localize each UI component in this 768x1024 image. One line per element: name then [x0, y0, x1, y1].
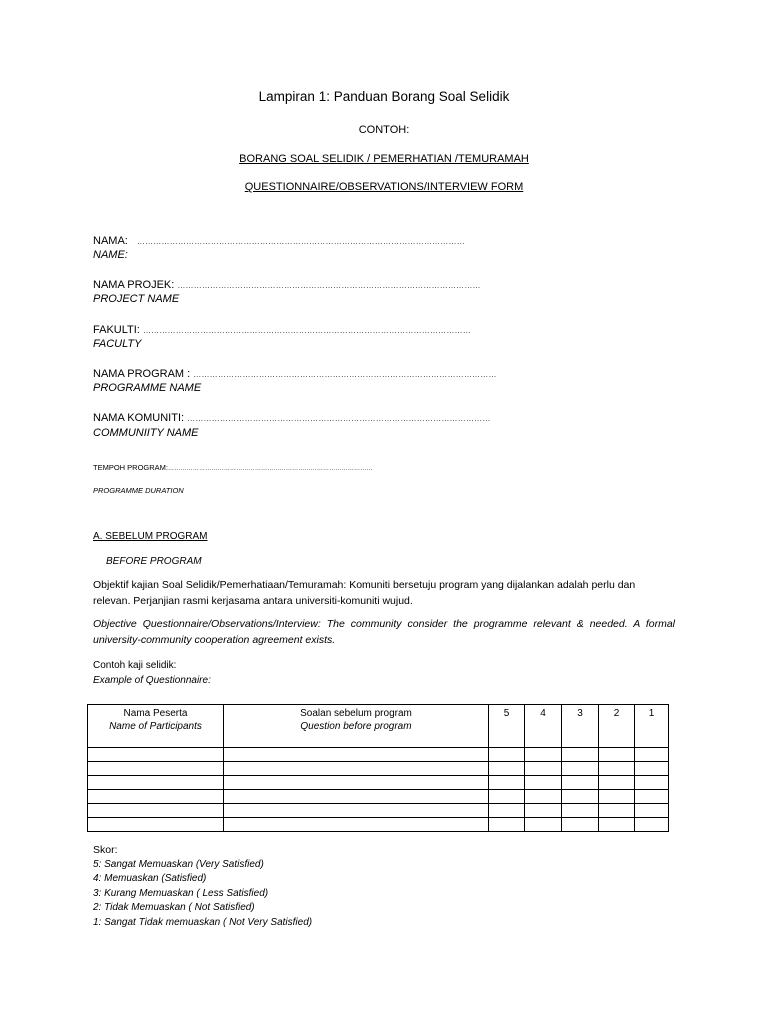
document-title: Lampiran 1: Panduan Borang Soal Selidik: [258, 89, 510, 104]
example-label-english: Example of Questionnaire:: [93, 675, 211, 686]
table-cell[interactable]: [88, 776, 224, 790]
table-cell[interactable]: [88, 748, 224, 762]
objective-malay: [93, 577, 675, 609]
example-label: Contoh kaji selidik:: [93, 660, 177, 671]
objective-malay-line2: relevan. Perjanjian rasmi kerjasama antara universiti-komuniti wujud.: [93, 595, 413, 607]
score-legend: [93, 843, 312, 931]
table-cell[interactable]: [635, 776, 669, 790]
objective-english-line2: university-community cooperation agreement exists.: [93, 634, 336, 646]
header-question: [224, 705, 489, 748]
table-cell[interactable]: [562, 804, 599, 818]
field-duration-dots: ………………………………………………………………………………………: [168, 466, 373, 472]
score-legend-item-2: 2: Tidak Memuaskan ( Not Satisfied): [93, 902, 255, 914]
field-name-english: NAME:: [93, 249, 128, 261]
header-question-en: Question before program: [300, 721, 412, 732]
table-row: [88, 818, 669, 832]
table-cell[interactable]: [224, 818, 489, 832]
field-faculty-label: FAKULTI:: [93, 324, 140, 336]
table-cell[interactable]: [635, 748, 669, 762]
table-cell[interactable]: [635, 762, 669, 776]
table-cell[interactable]: [599, 804, 635, 818]
table-cell[interactable]: [489, 790, 525, 804]
header-score-3: 3: [562, 705, 599, 748]
table-cell[interactable]: [525, 790, 562, 804]
objective-malay-line1: Objektif kajian Soal Selidik/Pemerhatiaan/Temuramah: Komuniti bersetuju program yang dijalankan adalah perlu dan: [93, 579, 636, 591]
table-cell[interactable]: [635, 818, 669, 832]
table-cell[interactable]: [599, 776, 635, 790]
table-cell[interactable]: [599, 790, 635, 804]
field-program: [93, 368, 497, 380]
section-a-heading: A. SEBELUM PROGRAM: [93, 531, 208, 542]
table-row: [88, 776, 669, 790]
form-title-malay: BORANG SOAL SELIDIK / PEMERHATIAN /TEMURAMAH: [239, 153, 529, 165]
header-question-ms: Soalan sebelum program: [300, 708, 412, 719]
header-score-2: 2: [599, 705, 635, 748]
score-legend-item-5: 5: Sangat Memuaskan (Very Satisfied): [93, 858, 264, 870]
table-cell[interactable]: [562, 790, 599, 804]
score-legend-item-1: 1: Sangat Tidak memuaskan ( Not Very Satisfied): [93, 916, 313, 928]
table-cell[interactable]: [489, 748, 525, 762]
field-name-label: NAMA:: [93, 235, 128, 247]
table-cell[interactable]: [562, 748, 599, 762]
table-cell[interactable]: [525, 762, 562, 776]
table-cell[interactable]: [599, 762, 635, 776]
field-faculty-dots: …………………………………………………………………………………………………………: [142, 326, 471, 335]
field-community-dots: …………………………………………………………………………………………………: [187, 414, 491, 423]
header-participants: [88, 705, 224, 748]
table-cell[interactable]: [635, 804, 669, 818]
table-cell[interactable]: [599, 818, 635, 832]
table-row: [88, 762, 669, 776]
field-name: [93, 235, 465, 247]
questionnaire-table: [87, 704, 669, 832]
table-row: [88, 804, 669, 818]
table-cell[interactable]: [525, 776, 562, 790]
field-project-label: NAMA PROJEK:: [93, 279, 175, 291]
document-subtitle: CONTOH:: [358, 124, 410, 136]
field-project: [93, 279, 481, 291]
objective-english: [93, 616, 675, 648]
table-cell[interactable]: [88, 818, 224, 832]
table-row: [88, 748, 669, 762]
field-duration-label: TEMPOH PROGRAM:: [93, 463, 169, 472]
field-program-dots: …………………………………………………………………………………………………: [193, 370, 497, 379]
score-legend-heading: Skor:: [93, 844, 118, 856]
table-cell[interactable]: [562, 776, 599, 790]
table-cell[interactable]: [525, 804, 562, 818]
form-title-english: QUESTIONNAIRE/OBSERVATIONS/INTERVIEW FORM: [244, 181, 524, 193]
section-a-heading-english: BEFORE PROGRAM: [106, 556, 202, 567]
table-cell[interactable]: [224, 790, 489, 804]
field-project-english: PROJECT NAME: [93, 293, 180, 305]
table-cell[interactable]: [489, 776, 525, 790]
table-row: [88, 790, 669, 804]
table-cell[interactable]: [224, 776, 489, 790]
field-faculty: [93, 324, 471, 336]
field-program-label: NAMA PROGRAM :: [93, 368, 191, 380]
field-duration-english: PROGRAMME DURATION: [93, 486, 184, 495]
table-cell[interactable]: [489, 762, 525, 776]
header-score-5: 5: [489, 705, 525, 748]
header-score-4: 4: [525, 705, 562, 748]
table-cell[interactable]: [599, 748, 635, 762]
field-name-dots: …………………………………………………………………………………………………………: [136, 237, 465, 246]
table-cell[interactable]: [224, 804, 489, 818]
table-cell[interactable]: [489, 804, 525, 818]
table-cell[interactable]: [224, 762, 489, 776]
table-cell[interactable]: [525, 818, 562, 832]
header-participants-ms: Nama Peserta: [123, 708, 188, 719]
table-header-row: [88, 705, 669, 748]
table-cell[interactable]: [489, 818, 525, 832]
table-cell[interactable]: [88, 762, 224, 776]
field-community-english: COMMUNIITY NAME: [93, 427, 199, 439]
table-cell[interactable]: [562, 818, 599, 832]
table-cell[interactable]: [525, 748, 562, 762]
table-cell[interactable]: [635, 790, 669, 804]
field-project-dots: …………………………………………………………………………………………………: [177, 281, 481, 290]
table-cell[interactable]: [88, 804, 224, 818]
field-faculty-english: FACULTY: [93, 338, 142, 350]
header-participants-en: Name of Participants: [109, 721, 202, 732]
field-community: [93, 412, 491, 424]
score-legend-item-4: 4: Memuaskan (Satisfied): [93, 873, 207, 885]
table-cell[interactable]: [224, 748, 489, 762]
field-duration: [93, 463, 373, 472]
field-program-english: PROGRAMME NAME: [93, 382, 202, 394]
field-community-label: NAMA KOMUNITI:: [93, 412, 185, 424]
table-cell[interactable]: [88, 790, 224, 804]
table-cell[interactable]: [562, 762, 599, 776]
objective-english-line1: Objective Questionnaire/Observations/Interview: The community consider the programme relevant & needed. A formal: [93, 618, 675, 630]
header-score-1: 1: [635, 705, 669, 748]
score-legend-item-3: 3: Kurang Memuaskan ( Less Satisfied): [93, 887, 269, 899]
